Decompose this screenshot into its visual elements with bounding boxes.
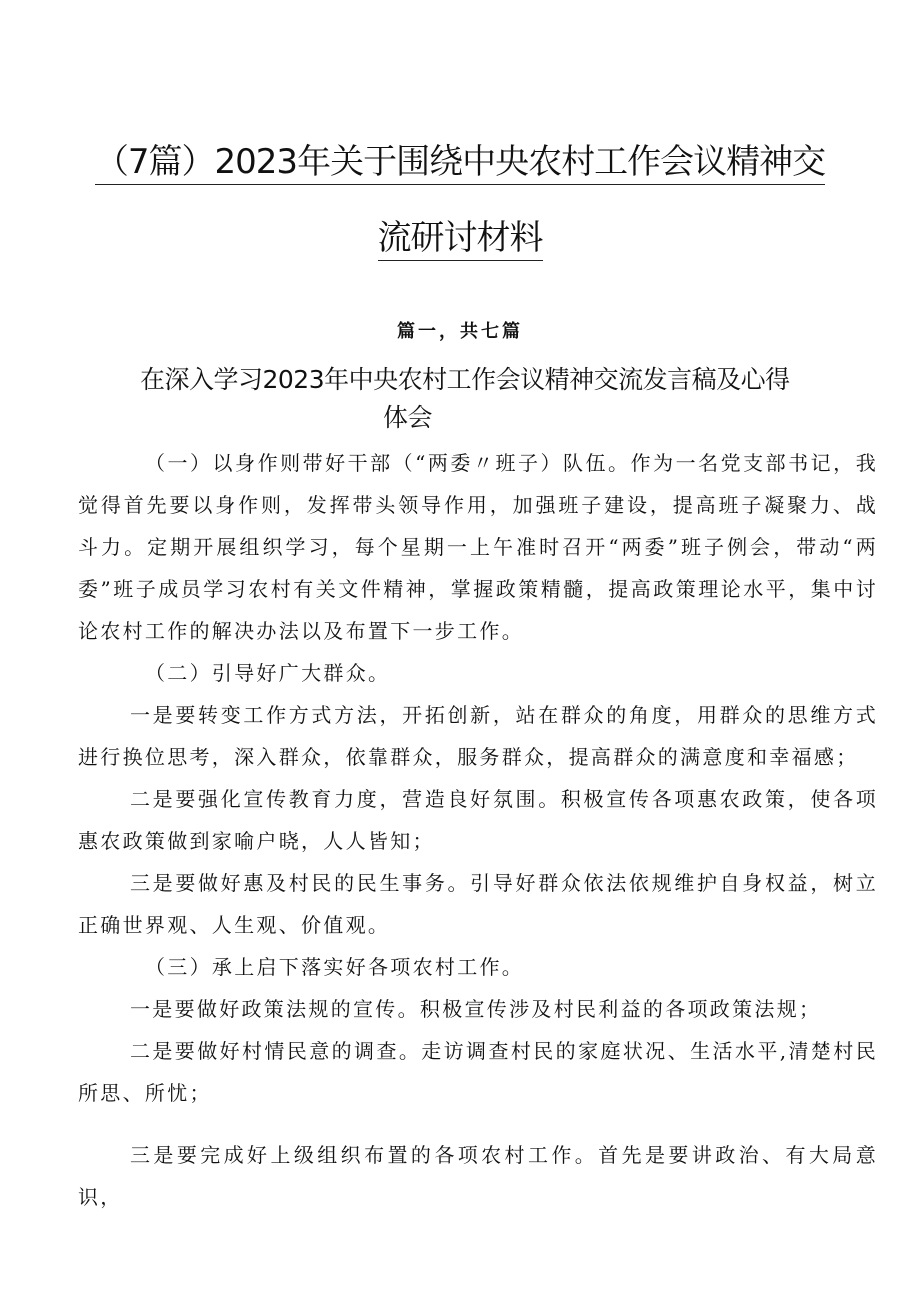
section-heading: （二）引导好广大群众。: [145, 661, 391, 685]
subtitle-line-1: 在深入学习2023年中央农村工作会议精神交流发言稿及心得: [140, 365, 790, 394]
paragraph: 三是要做好惠及村民的民生事务。引导好群众依法依规维护自身权益，树立正确世界观、人生观、价值观。: [78, 871, 878, 937]
paragraph: 二是要做好村情民意的调查。走访调查村民的家庭状况、生活水平,清楚村民所思、所忧；: [78, 1039, 878, 1105]
paragraph: 一是要转变工作方式方法，开拓创新，站在群众的角度，用群众的思维方式进行换位思考，深入群众，依靠群众，服务群众，提高群众的满意度和幸福感；: [78, 703, 878, 769]
paragraph: 三是要完成好上级组织布置的各项农村工作。首先是要讲政治、有大局意识，: [78, 1143, 878, 1209]
part-label: 篇一，共七篇: [397, 321, 523, 342]
paragraph: 二是要强化宣传教育力度，营造良好氛围。积极宣传各项惠农政策，使各项惠农政策做到家喻户晓，人人皆知；: [78, 787, 878, 853]
paragraph: 一是要做好政策法规的宣传。积极宣传涉及村民利益的各项政策法规；: [130, 997, 822, 1021]
document-title-line-1: （7篇）2023年关于围绕中央农村工作会议精神交: [0, 134, 920, 183]
document-body: [78, 442, 878, 1218]
document-title-line-2: 流研讨材料: [0, 210, 920, 259]
paragraph: （一）以身作则带好干部（“两委〃班子）队伍。作为一名党支部书记，我觉得首先要以身作则，发挥带头领导作用，加强班子建设，提高班子凝聚力、战斗力。定期开展组织学习，每个星期一上午准时召开“两委”班子例会，带动“两委”班子成员学习农村有关文件精神，掌握政策精髓，提高政策理论水平，集中讨论农村工作的解决办法以及布置下一步工作。: [78, 451, 878, 643]
subtitle-line-2: 体会: [383, 403, 433, 432]
section-heading: （三）承上启下落实好各项农村工作。: [145, 955, 525, 979]
